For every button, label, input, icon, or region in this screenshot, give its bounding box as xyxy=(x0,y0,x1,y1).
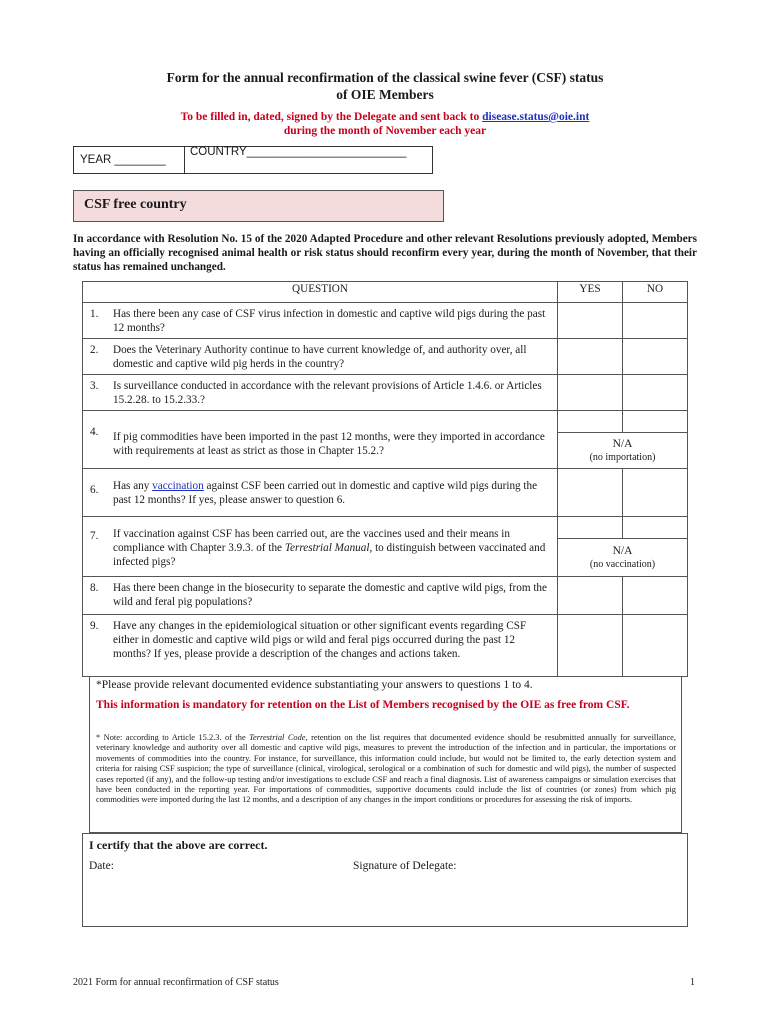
evidence-box xyxy=(89,676,682,833)
question-row-7-answers xyxy=(83,517,688,539)
question-row-2 xyxy=(83,339,688,375)
question-text: Does the Veterinary Authority continue to have current knowledge of, and authority over, all domestic and captive wild pig herds in the country? xyxy=(113,344,527,370)
no-cell-1[interactable] xyxy=(623,303,688,339)
question-number: 2. xyxy=(90,344,99,356)
question-number: 4. xyxy=(90,426,99,438)
instruction-line1 xyxy=(0,110,770,125)
certification-box xyxy=(82,833,688,927)
question-text: Have any changes in the epidemiological situation or other significant events regarding CSF either in domestic and captive wild pigs or wild and feral pigs occurred during the past 12 months? If yes, please provide a description of the changes and actions taken. xyxy=(113,620,527,660)
page-number: 1 xyxy=(690,977,695,988)
section-title: CSF free country xyxy=(84,197,187,212)
year-country-box xyxy=(73,146,433,174)
footer-title: 2021 Form for annual reconfirmation of CSF status xyxy=(73,977,279,988)
yes-cell-8[interactable] xyxy=(558,577,623,615)
question-row-9 xyxy=(83,615,688,677)
question-row-8 xyxy=(83,577,688,615)
na-cell-7[interactable] xyxy=(558,539,688,577)
question-row-6 xyxy=(83,469,688,517)
question-table xyxy=(82,281,688,677)
na-cell-4[interactable] xyxy=(558,433,688,469)
text-italic: Terrestrial Manual xyxy=(284,542,370,554)
na-label: N/A xyxy=(612,437,633,450)
na-label: N/A xyxy=(612,544,633,557)
question-text xyxy=(113,475,557,510)
yes-cell-6[interactable] xyxy=(558,469,623,517)
question-header: QUESTION xyxy=(83,282,558,303)
instruction-text: To be filled in, dated, signed by the Delegate and sent back to xyxy=(180,111,483,123)
no-cell-8[interactable] xyxy=(623,577,688,615)
note-italic: Terrestrial Code xyxy=(249,733,306,742)
question-number: 3. xyxy=(90,380,99,392)
na-note: (no importation) xyxy=(589,451,656,463)
yes-header: YES xyxy=(558,282,623,303)
evidence-request: *Please provide relevant documented evidence substantiating your answers to questions 1 to 4. xyxy=(96,679,533,691)
question-row-4-answers xyxy=(83,411,688,433)
question-row-3 xyxy=(83,375,688,411)
evidence-note xyxy=(96,733,676,806)
form-title-line1: Form for the annual reconfirmation of the classical swine fever (CSF) status xyxy=(166,70,604,85)
form-title-line2: of OIE Members xyxy=(336,87,434,102)
vaccination-link[interactable]: vaccination xyxy=(152,480,204,492)
section-title-box xyxy=(73,190,444,222)
no-cell-4[interactable] xyxy=(623,411,688,433)
question-text: Has there been change in the biosecurity to separate the domestic and captive wild pigs, from the wild and feral pig populations? xyxy=(113,582,547,608)
question-number: 8. xyxy=(90,582,99,594)
text-part: against CSF been carried out in domestic and captive wild pigs during the past 12 months? If yes, please answer to question 6. xyxy=(113,480,538,506)
question-number: 1. xyxy=(90,308,99,320)
question-number: 6. xyxy=(90,484,99,496)
question-row-1 xyxy=(83,303,688,339)
email-link[interactable]: disease.status@oie.int xyxy=(482,111,590,123)
no-cell-6[interactable] xyxy=(623,469,688,517)
date-field[interactable]: Date: xyxy=(89,860,114,872)
no-cell-9[interactable] xyxy=(623,615,688,677)
note-text: , retention on the list requires that documented evidence should be resubmitted annually for surveillance, veterinary knowledge and authority over all domestic and captive wild pigs, measures to prevent the introduction of the infection and in particular, the importations or movements of commodities into the country. For instance, for surveillance, this information could include, but would not be limited to, the early detection system and criteria for raising CSF suspicion; the type of surveillance (clinical, virological, serological or a combination of such for domestic and wild pigs), the number of suspected cases reported (if any), and the follow-up testing and/or investigations to exclude CSF and reach a final diagnosis. List of awareness campaigns or simulation exercises that have been conducted in the reporting year. For importations of commodities, supportive documents could include the list of countries (or zones) from which pig commodities were imported during the last 12 months, and a description of any changes in the import conditions or procedures for assessing the risk of imports. xyxy=(96,733,676,805)
question-text: If pig commodities have been imported in the past 12 months, were they imported in accordance with requirements at least as strict as those in Chapter 15.2.? xyxy=(113,431,545,457)
yes-cell-4[interactable] xyxy=(558,411,623,433)
no-header: NO xyxy=(623,282,688,303)
text-part: , to distinguish between vaccinated and infected pigs? xyxy=(113,542,546,568)
text-part: Has any xyxy=(113,480,153,492)
note-text: * Note: according to Article 15.2.3. of the xyxy=(96,733,250,742)
country-field[interactable]: COUNTRY_________________________ xyxy=(190,146,407,158)
intro-paragraph: In accordance with Resolution No. 15 of the 2020 Adapted Procedure and other relevant Resolutions previously adopted, Members having an officially recognised animal health or risk status should reconfirm every year, during the month of November, that their status has remained unchanged. xyxy=(73,233,697,273)
mandatory-notice: This information is mandatory for retention on the List of Members recognised by the OIE as free from CSF. xyxy=(96,699,630,711)
text-part: If vaccination against CSF has been carried out, are the vaccines used and their means in compliance with Chapter 3.9.3. of the xyxy=(113,528,511,554)
no-cell-2[interactable] xyxy=(623,339,688,375)
yes-cell-2[interactable] xyxy=(558,339,623,375)
signature-field[interactable]: Signature of Delegate: xyxy=(353,860,457,872)
certify-statement: I certify that the above are correct. xyxy=(89,838,268,852)
question-text xyxy=(113,521,557,572)
year-field[interactable]: YEAR ________ xyxy=(80,154,166,166)
question-number: 7. xyxy=(90,530,99,542)
no-cell-7[interactable] xyxy=(623,517,688,539)
question-number: 9. xyxy=(90,620,99,632)
yes-cell-9[interactable] xyxy=(558,615,623,677)
na-note: (no vaccination) xyxy=(589,558,656,570)
no-cell-3[interactable] xyxy=(623,375,688,411)
question-text: Is surveillance conducted in accordance with the relevant provisions of Article 1.4.6. or Articles 15.2.28. to 15.2.33.? xyxy=(113,380,542,406)
yes-cell-7[interactable] xyxy=(558,517,623,539)
instruction-line2: during the month of November each year xyxy=(283,125,487,137)
question-text: Has there been any case of CSF virus infection in domestic and captive wild pigs during the past 12 months? xyxy=(113,308,546,334)
yes-cell-1[interactable] xyxy=(558,303,623,339)
yes-cell-3[interactable] xyxy=(558,375,623,411)
